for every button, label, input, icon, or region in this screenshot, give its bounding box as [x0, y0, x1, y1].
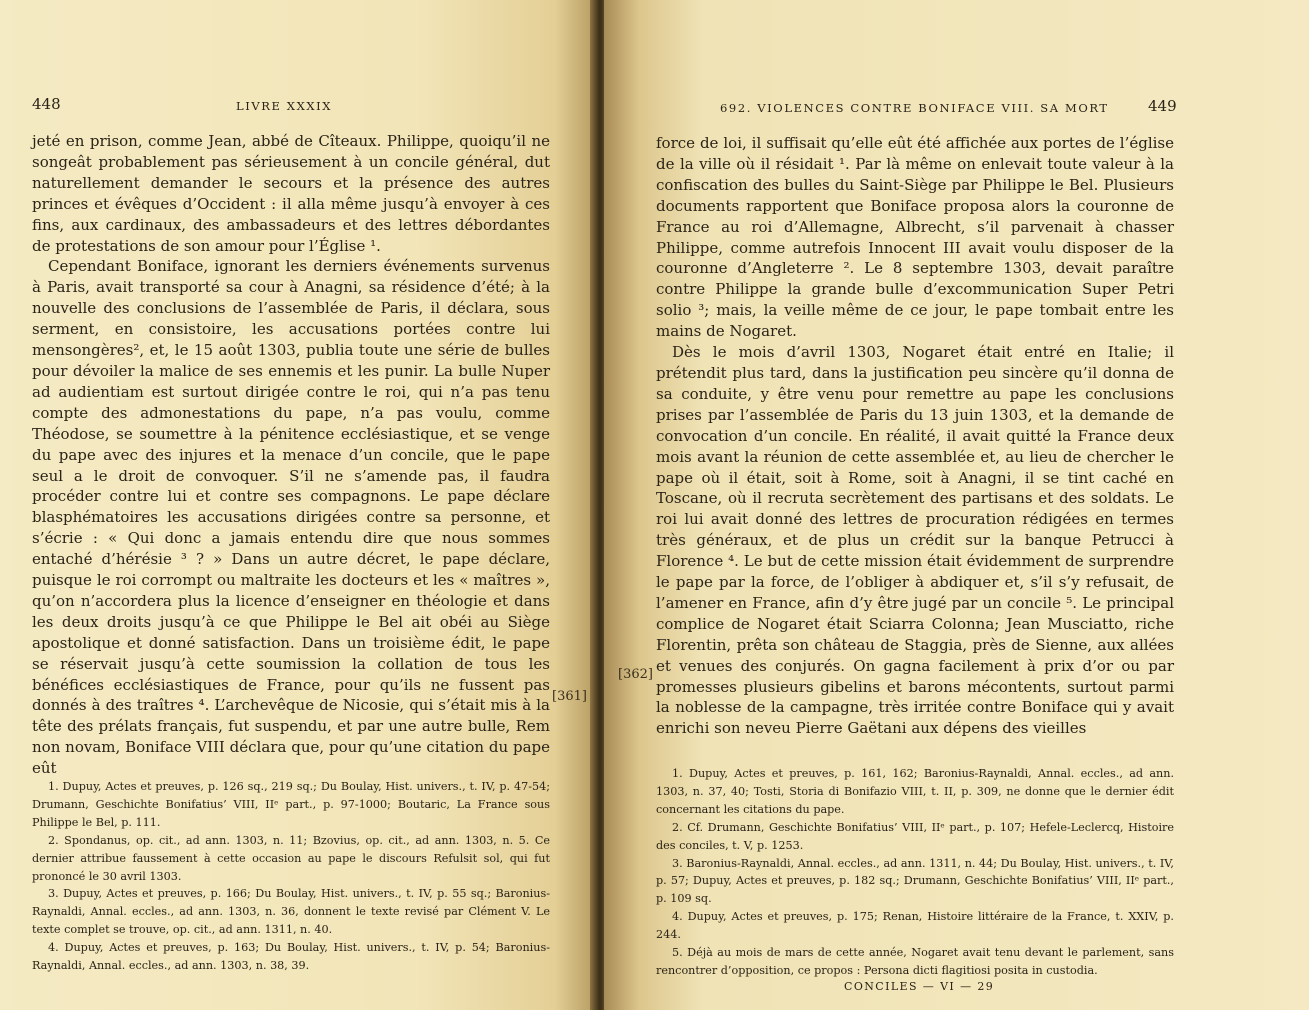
margin-marker: [361]	[552, 689, 587, 704]
footnotes	[32, 778, 550, 975]
footnote: 5. Déjà au mois de mars de cette année, Nogaret avait tenu devant le parlement, sans rencontrer d’opposition, ce propos : Persona dicti flagitiosi posita in custodia.	[656, 946, 1174, 977]
footnote: 4. Dupuy, Actes et preuves, p. 175; Renan, Histoire littéraire de la France, t. XXIV, p. 244.	[656, 910, 1174, 942]
footnote: 2. Spondanus, op. cit., ad ann. 1303, n. 11; Bzovius, op. cit., ad ann. 1303, n. 5. Ce dernier attribue faussement à cette occasion au pape le discours Refulsit sol, qui fut prononcé le 30 avril 1303.	[32, 833, 550, 883]
margin-marker: [362]	[618, 667, 653, 682]
footnotes	[656, 765, 1174, 980]
footnote: 3. Baronius-Raynaldi, Annal. eccles., ad ann. 1311, n. 44; Du Boulay, Hist. univers., t. IV, p. 57; Dupuy, Actes et preuves, p. 182 sq.; Drumann, Geschichte Bonifatius’ VIII, IIᵉ part., p. 109 sq.	[656, 856, 1174, 906]
footnote: 1. Dupuy, Actes et preuves, p. 161, 162; Baronius-Raynaldi, Annal. eccles., ad ann. 1303, n. 37, 40; Tosti, Storia di Bonifazio VIII, t. II, p. 309, ne donne que le dernier édit concernant les citations du pape.	[656, 767, 1174, 816]
page-number: 449	[1148, 97, 1177, 115]
right-page	[604, 0, 1309, 1010]
body-text	[656, 133, 1174, 739]
paragraph: jeté en prison, comme Jean, abbé de Cîteaux. Philippe, quoiqu’il ne songeât probablement pas sérieusement à un concile général, dut naturellement demander le secours et la présence des autres princes et évêques d’Occident : il alla même jusqu’à envoyer à ces fins, aux cardinaux, des ambassadeurs et des lettres débordantes de protestations de son amour pour l’Église ¹.	[32, 132, 550, 255]
signature-line: CONCILES — VI — 29	[844, 980, 995, 993]
footnote: 1. Dupuy, Actes et preuves, p. 126 sq., 219 sq.; Du Boulay, Hist. univers., t. IV, p. 47-54; Drumann, Geschichte Bonifatius’ VIII, IIᵉ part., p. 97-1000; Boutaric, La France sous Philippe le Bel, p. 111.	[32, 780, 550, 829]
body-text	[32, 131, 550, 779]
footnote: 2. Cf. Drumann, Geschichte Bonifatius’ VIII, IIᵉ part., p. 107; Hefele-Leclercq, Histoire des conciles, t. V, p. 1253.	[656, 820, 1174, 852]
footnote: 4. Dupuy, Actes et preuves, p. 163; Du Boulay, Hist. univers., t. IV, p. 54; Baronius-Raynaldi, Annal. eccles., ad ann. 1303, n. 38, 39.	[32, 941, 550, 973]
paragraph: Cependant Boniface, ignorant les derniers événements survenus à Paris, avait transporté sa cour à Anagni, sa résidence d’été; à la nouvelle des conclusions de l’assemblée de Paris, il déclara, sous serment, en consistoire, les accusations portées contre lui mensongères², et, le 15 août 1303, publia toute une série de bulles pour dévoiler la malice de ses ennemis et les punir. La bulle Nuper ad audientiam est surtout dirigée contre le roi, qui n’a pas tenu compte des admonestations du pape, n’a pas voulu, comme Théodose, se soumettre à la pénitence ecclésiastique, et se venge du pape avec des injures et la menace d’un concile, que le pape seul a le droit de convoquer. S’il ne s’amende pas, il faudra procéder contre lui et contre ses compagnons. Le pape déclare blasphématoires les accusations dirigées contre sa personne, et s’écrie : « Qui donc a jamais entendu dire que nous sommes entaché d’hérésie ³ ? » Dans un autre décret, le pape déclare, puisque le roi corrompt ou maltraite les docteurs et les « maîtres », qu’on n’accordera plus la licence d’enseigner en théologie et dans les deux droits jusqu’à ce que Philippe le Bel ait obéi au Siège apostolique et donné satisfaction. Dans un troisième édit, le pape se réservait jusqu’à cette soumission la collation de tous les bénéfices ecclésiastiques de France, pour qu’ils ne fussent pas donnés à des traîtres ⁴. L’archevêque de Nicosie, qui s’était mis à la tête des prélats français, fut suspendu, et par une autre bulle, Rem non novam, Boniface VIII déclara que, pour qu’une citation du pape eût	[32, 257, 550, 778]
page-number: 448	[32, 95, 61, 113]
paragraph: force de loi, il suffisait qu’elle eût été affichée aux portes de l’église de la ville où il résidait ¹. Par là même on enlevait toute valeur à la confiscation des bulles du Saint-Siège par Philippe le Bel. Plusieurs documents rapportent que Boniface proposa alors la couronne de France au roi d’Allemagne, Albrecht, s’il parvenait à chasser Philippe, comme autrefois Innocent III avait voulu disposer de la couronne d’Angleterre ². Le 8 septembre 1303, devait paraître contre Philippe la grande bulle d’excommunication Super Petri solio ³; mais, la veille même de ce jour, le pape tombait entre les mains de Nogaret.	[656, 134, 1174, 341]
footnote: 3. Dupuy, Actes et preuves, p. 166; Du Boulay, Hist. univers., t. IV, p. 55 sq.; Baronius-Raynaldi, Annal. eccles., ad ann. 1303, n. 36, donnent le texte revisé par Clément V. Le texte complet se trouve, op. cit., ad ann. 1311, n. 40.	[32, 887, 550, 937]
running-head: 692. VIOLENCES CONTRE BONIFACE VIII. SA MORT	[720, 101, 1109, 115]
left-page	[0, 0, 596, 1010]
paragraph: Dès le mois d’avril 1303, Nogaret était entré en Italie; il prétendit plus tard, dans la justification peu sincère qu’il donna de sa conduite, y être venu pour remettre au pape les conclusions prises par l’assemblée de Paris du 13 juin 1303, et la demande de convocation d’un concile. En réalité, il avait quitté la France deux mois avant la réunion de cette assemblée et, au lieu de chercher le pape où il était, soit à Rome, soit à Anagni, il se tint caché en Toscane, où il recruta secrètement des partisans et des soldats. Le roi lui avait donné des lettres de procuration rédigées en termes très généraux, et de plus un crédit sur la banque Petrucci à Florence ⁴. Le but de cette mission était évidemment de surprendre le pape par la force, de l’obliger à abdiquer et, s’il s’y refusait, de l’amener en France, afin d’y être jugé par un concile ⁵. Le principal complice de Nogaret était Sciarra Colonna; Jean Musciatto, riche Florentin, prêta son château de Staggia, près de Sienne, aux allées et venues des conjurés. On gagna facilement à prix d’or ou par promesses plusieurs gibelins et barons mécontents, surtout parmi la noblesse de la campagne, très irritée contre Boniface qui y avait enrichi son neveu Pierre Gaëtani aux dépens des vieilles	[656, 343, 1174, 738]
running-head: LIVRE XXXIX	[236, 99, 333, 113]
